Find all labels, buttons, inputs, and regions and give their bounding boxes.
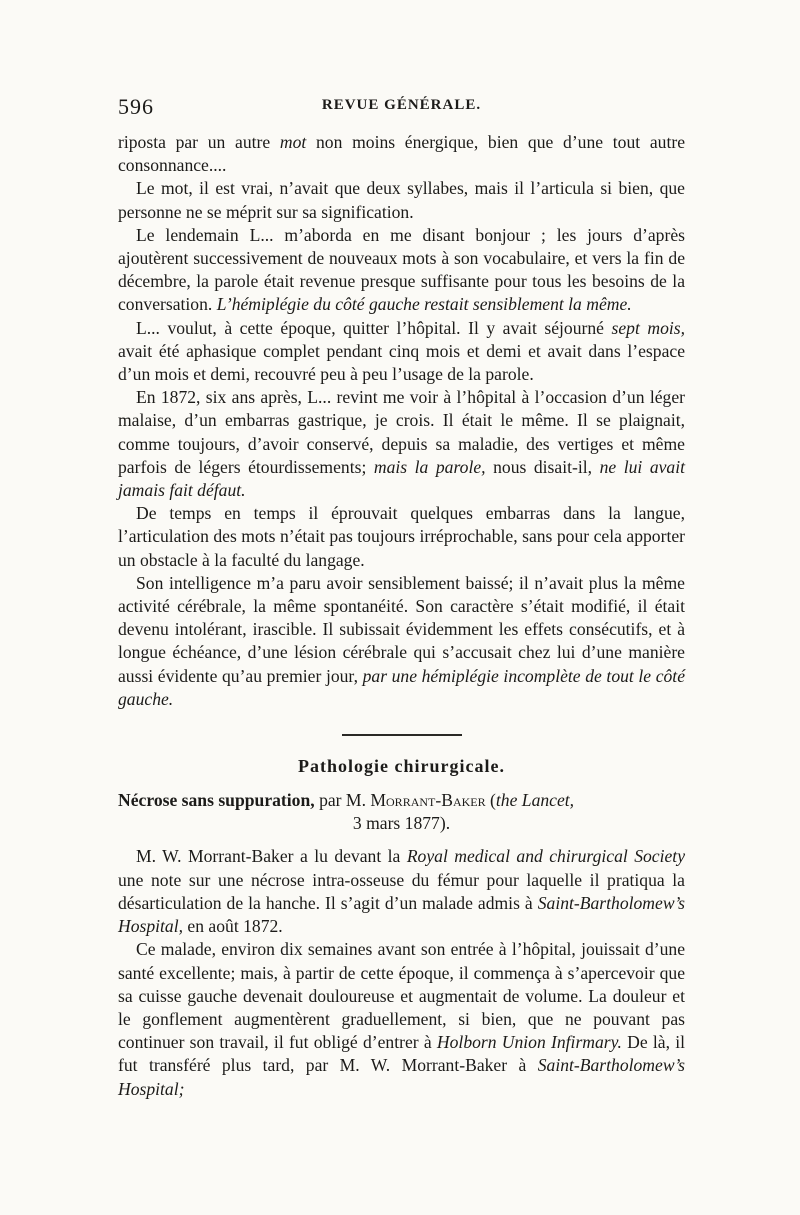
source: the Lancet,	[495, 790, 575, 811]
paragraph: En 1872, six ans après, L... revint me voir à l’hôpital à l’occasion d’un léger malaise, d’un embarras gastrique, je crois. Il était le même. Il se plaignait, comme toujours, d’avoir conservé, depuis sa maladie, des vertiges et même parfois de légers étourdissements; mais la parole, nous disait-il, ne lui avait jamais fait défaut.	[118, 387, 685, 501]
body-text	[118, 131, 685, 1101]
paragraph: riposta par un autre mot non moins énergique, bien que d’une tout autre consonnance....	[118, 132, 685, 176]
article-date: 3 mars 1877).	[352, 813, 451, 834]
section-heading: Pathologie chirurgicale.	[298, 756, 505, 777]
paragraph: Son intelligence m’a paru avoir sensiblement baissé; il n’avait plus la même activité cérébrale, la même spontanéité. Son caractère s’était modifié, il était devenu intolérant, irascible. Il subissait évidemment les effets consécutifs, et à longue échéance, d’une lésion cérébrale qui s’accusait chez lui d’une manière aussi évidente qu’au premier jour, par une hémiplégie incomplète de tout le côté gauche.	[118, 572, 685, 709]
author: Morrant-Baker	[370, 790, 486, 811]
paragraph: Ce malade, environ dix semaines avant son entrée à l’hôpital, jouissait d’une santé excellente; mais, à partir de cette époque, il commença à s’apercevoir que sa cuisse gauche devenait douloureuse et augmentait de volume. La douleur et le gonflement augmentèrent graduellement, si bien, que ne pouvant pas continuer son travail, il fut obligé d’entrer à Holborn Union Infirmary. De là, il fut transféré plus tard, par M. W. Morrant-Baker à Saint-Bartholomew’s Hospital;	[118, 939, 685, 1099]
article-title: Nécrose sans suppuration, par M. Morrant-Baker (the Lancet,	[118, 790, 575, 811]
running-head	[118, 94, 685, 122]
paragraph: De temps en temps il éprouvait quelques embarras dans la langue, l’articulation des mots n’était pas toujours irréprochable, sans pour cela apporter un obstacle à la faculté du langage.	[118, 503, 685, 570]
paragraph: L... voulut, à cette époque, quitter l’hôpital. Il y avait séjourné sept mois, avait été aphasique complet pendant cinq mois et demi et avait dans l’espace d’un mois et demi, recouvré peu à peu l’usage de la parole.	[118, 317, 685, 385]
page-number: 596	[118, 94, 154, 119]
section-divider	[342, 734, 462, 736]
paragraph: M. W. Morrant-Baker a lu devant la Royal medical and chirurgical Society une note sur une nécrose intra-osseuse du fémur pour laquelle il pratiqua la désarticulation de la hanche. Il s’agit d’un malade admis à Saint-Bartholomew’s Hospital, en août 1872.	[118, 846, 685, 937]
paragraph: Le lendemain L... m’aborda en me disant bonjour ; les jours d’après ajoutèrent successivement de nouveaux mots à son vocabulaire, et vers la fin de décembre, la parole était revenue presque suffisante pour tous les besoins de la conversation. L’hémiplégie du côté gauche restait sensiblement la même.	[118, 224, 685, 315]
journal-title: REVUE GÉNÉRALE.	[321, 97, 482, 113]
paragraph: Le mot, il est vrai, n’avait que deux syllabes, mais il l’articula si bien, que personne ne se méprit sur sa signification.	[118, 178, 685, 222]
